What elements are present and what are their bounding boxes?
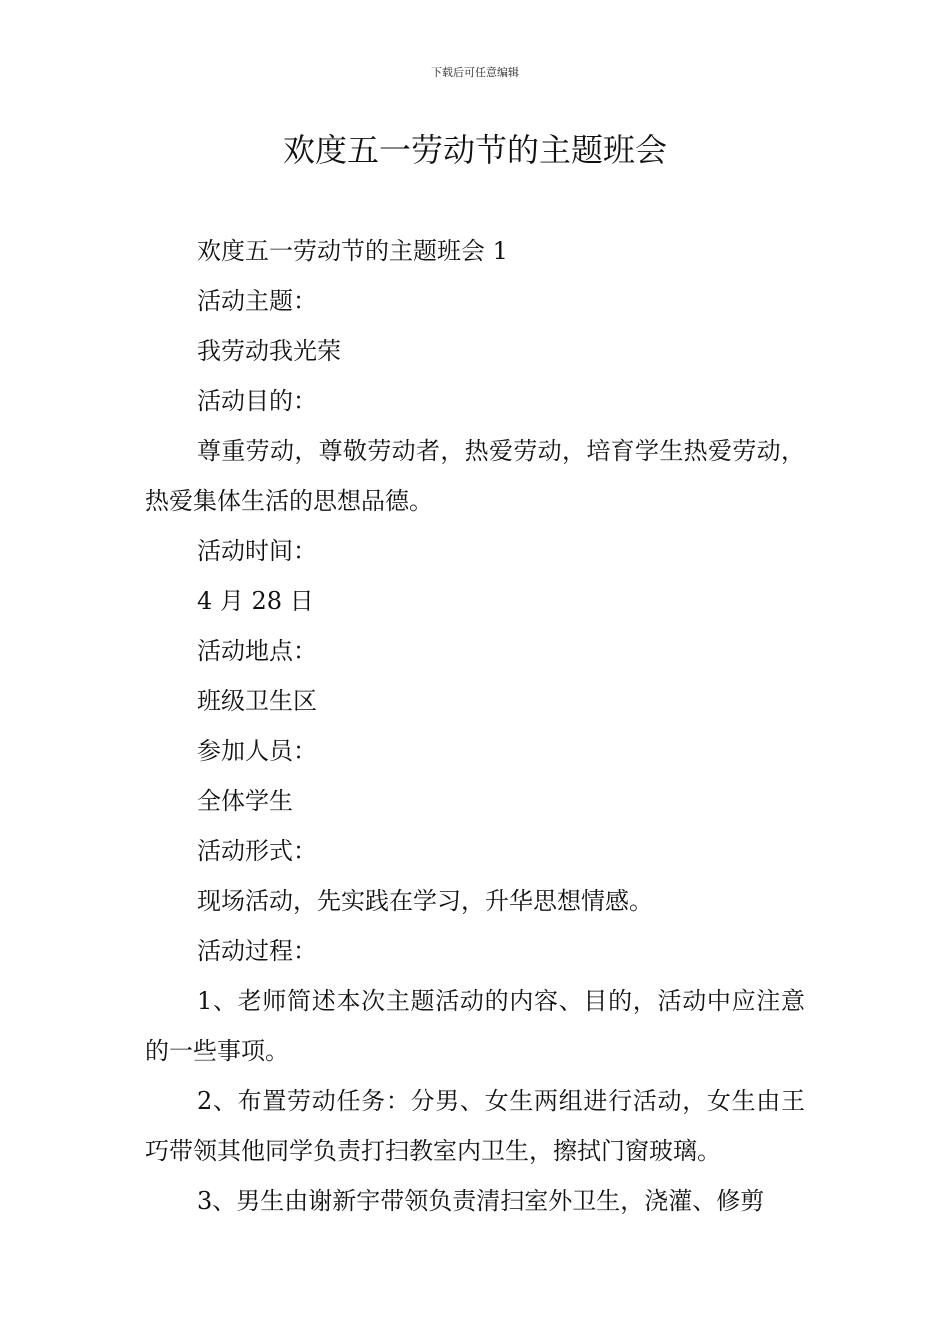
process-step-1: 1、老师简述本次主题活动的内容、目的，活动中应注意的一些事项。	[145, 987, 805, 1065]
label-location: 活动地点：	[197, 637, 317, 665]
document-body	[145, 226, 805, 1226]
label-participants: 参加人员：	[197, 737, 317, 765]
label-process: 活动过程：	[197, 937, 317, 965]
label-format: 活动形式：	[197, 837, 317, 865]
value-location: 班级卫生区	[197, 687, 317, 715]
value-purpose: 尊重劳动，尊敬劳动者，热爱劳动，培育学生热爱劳动，热爱集体生活的思想品德。	[145, 437, 805, 515]
label-time: 活动时间：	[197, 537, 317, 565]
section-heading: 欢度五一劳动节的主题班会 1	[197, 237, 508, 265]
value-format: 现场活动，先实践在学习，升华思想情感。	[197, 887, 653, 915]
label-theme: 活动主题：	[197, 287, 317, 315]
process-step-3: 3、男生由谢新宇带领负责清扫室外卫生，浇灌、修剪	[197, 1187, 765, 1215]
label-purpose: 活动目的：	[197, 387, 317, 415]
value-theme: 我劳动我光荣	[197, 337, 341, 365]
process-step-2: 2、布置劳动任务：分男、女生两组进行活动，女生由王巧带领其他同学负责打扫教室内卫生，擦拭门窗玻璃。	[145, 1087, 805, 1165]
value-participants: 全体学生	[197, 787, 293, 815]
value-time: 4 月 28 日	[197, 587, 314, 615]
document-title: 欢度五一劳动节的主题班会	[282, 131, 667, 169]
header-note: 下载后可任意编辑	[431, 66, 519, 79]
